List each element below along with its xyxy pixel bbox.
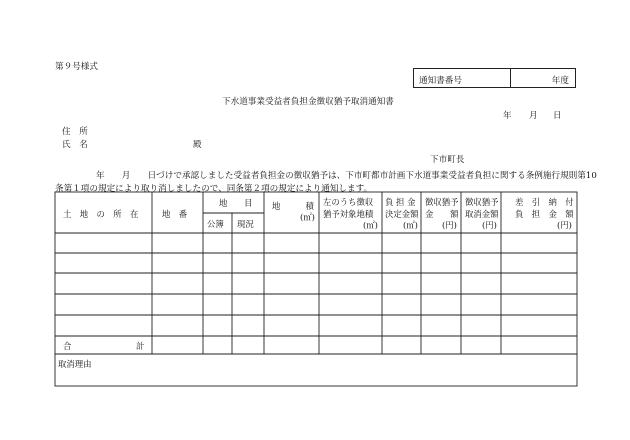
date-year: 年 [503, 111, 512, 121]
header-deferred-area-unit: (㎡) [363, 220, 378, 230]
header-land-category-current: 現況 [237, 219, 254, 229]
notice-body-line2: 条第１項の規定により取り消しましたので、同条第２項の規定により通知します。 [55, 183, 373, 194]
header-deferred-amount-line2: 金 額 [425, 209, 459, 219]
notice-number-label: 通知書番号 [419, 76, 462, 86]
header-location: 土 地 の 所 在 [63, 209, 139, 219]
header-cancel-amount-line2: 取消金額 [465, 209, 499, 219]
header-payable-unit: (円) [557, 220, 572, 230]
header-payable-line2: 負 担 金 額 [515, 209, 574, 219]
form-number: 第９号様式 [55, 62, 98, 72]
total-label-right: 計 [136, 341, 145, 351]
cancel-reason-label: 取消理由 [58, 359, 92, 369]
header-cancel-amount-unit: (円) [482, 220, 497, 230]
header-cancel-amount-line1: 徴収猶予 [465, 197, 499, 207]
date-month: 月 [529, 111, 538, 121]
header-area-unit: (㎡) [300, 212, 315, 222]
honorific: 殿 [193, 140, 202, 150]
header-deferred-area-line1: 左のうち徴収 [323, 197, 374, 207]
address-label: 住 所 [62, 127, 88, 137]
notice-number-fiscal-year: 年度 [551, 76, 569, 86]
notice-body-line1: 年 月 日づけで承認しました受益者負担金の徴収猶予は、下市町都市計画下水道事業受益者負担に関する条例施行規則第10 [96, 171, 597, 181]
header-deferred-area-line2: 猶予対象地積 [323, 209, 374, 219]
header-determined-amount-unit: (㎡) [403, 220, 418, 230]
header-land-category: 地 目 [219, 198, 253, 208]
header-area: 地 積 [272, 201, 314, 211]
header-determined-amount-line1: 負 担 金 [385, 197, 416, 207]
issuer: 下市町長 [430, 155, 465, 165]
header-lot-number: 地 番 [162, 209, 188, 219]
header-payable-line1: 差 引 納 付 [515, 197, 574, 207]
header-land-category-official: 公簿 [207, 219, 224, 229]
document-title: 下水道事業受益者負担金徴収猶予取消通知書 [222, 97, 394, 107]
total-label-left: 合 [63, 341, 72, 351]
header-deferred-amount-unit: (円) [442, 220, 457, 230]
header-deferred-amount-line1: 徴収猶予 [425, 197, 459, 207]
date-day: 日 [553, 111, 562, 121]
header-determined-amount-line2: 決定金額 [385, 209, 419, 219]
name-label: 氏 名 [62, 140, 88, 150]
